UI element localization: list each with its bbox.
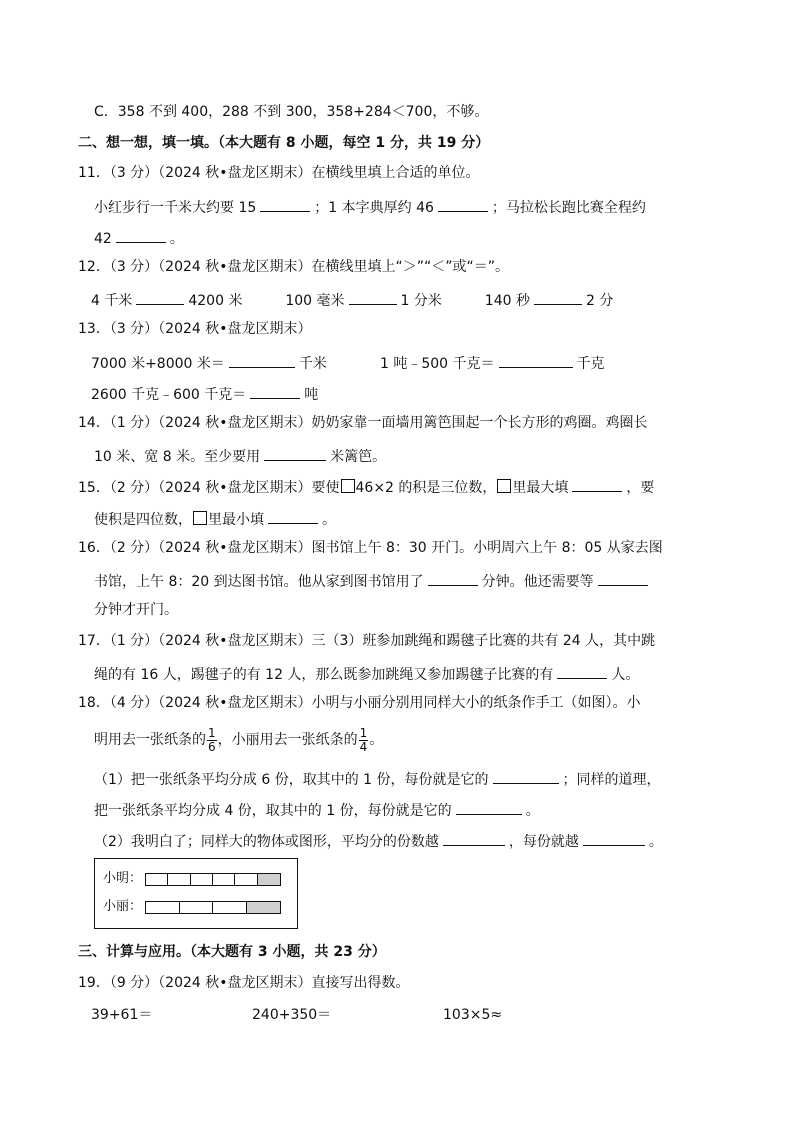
q19-heading: 19．（9 分）（2024 秋•盘龙区期末）直接写出得数。: [78, 975, 410, 991]
q15-text: 里最大填: [512, 480, 569, 496]
answer-blank[interactable]: [136, 288, 184, 305]
q13-item-a: [91, 351, 327, 374]
q12-heading: 12．（3 分）（2024 秋•盘龙区期末）在横线里填上“＞”“＜”或“＝”。: [78, 259, 510, 275]
answer-blank[interactable]: [443, 829, 505, 846]
q18-text: 。: [525, 803, 540, 819]
q16-line-1: 16．（2 分）（2024 秋•盘龙区期末）图书馆上午 8：30 开门。小明周六上午 8：05 从家去图: [78, 540, 663, 556]
answer-blank[interactable]: [116, 226, 166, 243]
box-placeholder: [193, 511, 207, 525]
q18-line-1: 18．（4 分）（2024 秋•盘龙区期末）小明与小丽分别用同样大小的纸条作手工（如图）。小: [78, 695, 641, 711]
strip-segment-shaded: [247, 902, 281, 913]
answer-blank[interactable]: [349, 288, 397, 305]
q18-part-1-line-1: [94, 767, 661, 790]
strip-segment: [146, 874, 168, 885]
q12-text: 100 毫米: [285, 293, 345, 309]
q11-line-2: [94, 226, 184, 249]
q17-line-1: 17．（1 分）（2024 秋•盘龙区期末）三（3）班参加跳绳和踢毽子比赛的共有 24 人，其中跳: [78, 633, 656, 649]
q17-line-2: [94, 662, 639, 685]
q18-text: ，小丽用去一张纸条的: [217, 732, 358, 748]
box-placeholder: [341, 479, 355, 493]
q15-line-1: [78, 475, 654, 498]
q13-item-b: [380, 351, 605, 374]
q16-text: 分钟。他还需要等: [481, 574, 594, 590]
q15-text: 使积是四位数，: [94, 512, 192, 528]
q13-text: 2600 千克﹣600 千克＝: [91, 387, 247, 403]
q19-expr-2: 240+350＝: [252, 1007, 332, 1023]
q15-text: 里最小填: [208, 512, 264, 528]
q13-text: 7000 米+8000 米＝: [91, 356, 225, 372]
strip-segment: [168, 874, 190, 885]
answer-blank[interactable]: [456, 798, 522, 815]
q16-line-2: [94, 569, 652, 592]
answer-blank[interactable]: [264, 444, 326, 461]
q18-text: ；同样的道理，: [562, 772, 661, 788]
strip-xiaoli: [145, 901, 281, 914]
q11-heading: 11．（3 分）（2024 秋•盘龙区期末）在横线里填上合适的单位。: [78, 165, 480, 181]
strip-segment: [213, 874, 235, 885]
strip-label-xiaoli: 小丽：: [103, 899, 143, 914]
answer-blank[interactable]: [493, 767, 559, 784]
answer-blank[interactable]: [557, 662, 607, 679]
strip-segment: [180, 902, 214, 913]
q11-text: ；马拉松长跑比赛全程约: [491, 200, 646, 216]
fraction-denominator: 4: [359, 739, 368, 754]
answer-blank[interactable]: [268, 507, 318, 524]
q16-text: 书馆，上午 8：20 到达图书馆。他从家到图书馆用了: [94, 574, 424, 590]
q18-text: （2）我明白了；同样大的物体或图形，平均分的份数越: [94, 834, 439, 850]
paper-strip-figure: [94, 858, 298, 929]
strip-xiaoming: [145, 873, 281, 886]
q12-text: 4200 米: [188, 293, 243, 309]
q11-line-1: [94, 195, 646, 218]
q17-text: 人。: [611, 667, 640, 683]
section-2-title: 二、想一想，填一填。（本大题有 8 小题，每空 1 分，共 19 分）: [78, 135, 490, 151]
q18-text: 明用去一张纸条的: [94, 732, 206, 748]
q18-part-2: [94, 829, 663, 852]
q12-text: 2 分: [585, 293, 614, 309]
answer-blank[interactable]: [250, 382, 300, 399]
q12-text: 4 千米: [91, 293, 133, 309]
strip-segment: [191, 874, 213, 885]
q18-text: 。: [648, 834, 663, 850]
strip-segment: [146, 902, 180, 913]
q15-text: ，要: [626, 480, 655, 496]
fraction-one-quarter: [359, 727, 369, 754]
q13-text: 千米: [298, 356, 327, 372]
fraction-denominator: 6: [208, 739, 216, 754]
section-3-title: 三、计算与应用。（本大题有 3 小题，共 23 分）: [78, 944, 386, 960]
q11-text: 42: [94, 231, 112, 247]
q13-item-c: [91, 382, 318, 405]
q14-text: 米篱笆。: [330, 449, 387, 465]
q12-items: [91, 288, 613, 311]
q11-text: ；1 本字典厚约 46: [314, 200, 434, 216]
answer-blank[interactable]: [499, 351, 573, 368]
answer-blank[interactable]: [260, 195, 310, 212]
strip-segment-shaded: [258, 874, 280, 885]
answer-blank[interactable]: [534, 288, 582, 305]
q19-expr-1: 39+61＝: [91, 1007, 153, 1023]
fraction-numerator: 1: [208, 725, 216, 740]
box-placeholder: [497, 479, 511, 493]
q15-text: 46×2 的积是三位数，: [355, 480, 497, 496]
answer-blank[interactable]: [572, 475, 622, 492]
answer-blank[interactable]: [583, 829, 645, 846]
q13-text: 1 吨﹣500 千克＝: [380, 356, 495, 372]
q16-line-3: 分钟才开门。: [94, 602, 178, 618]
q15-text: 15．（2 分）（2024 秋•盘龙区期末）要使: [78, 480, 340, 496]
q11-text: 。: [169, 231, 184, 247]
q18-text: 把一张纸条平均分成 4 份，取其中的 1 份，每份就是它的: [94, 803, 452, 819]
q12-text: 1 分米: [400, 293, 442, 309]
q15-text: 。: [322, 512, 336, 528]
q15-line-2: [94, 507, 336, 530]
answer-blank[interactable]: [229, 351, 295, 368]
option-c-line: C．358 不到 400，288 不到 300，358+284＜700，不够。: [94, 104, 489, 120]
q18-text: ，每份就越: [508, 834, 579, 850]
answer-blank[interactable]: [438, 195, 488, 212]
answer-blank[interactable]: [598, 569, 648, 586]
strip-segment: [235, 874, 257, 885]
q14-text: 10 米、宽 8 米。至少要用: [94, 449, 261, 465]
fraction-one-sixth: [207, 727, 217, 754]
q13-text: 吨: [304, 387, 319, 403]
q18-part-1-line-2: [94, 798, 540, 821]
q18-text: （1）把一张纸条平均分成 6 份，取其中的 1 份，每份就是它的: [94, 772, 489, 788]
q12-text: 140 秒: [484, 293, 530, 309]
q18-text: 。: [369, 732, 384, 748]
fraction-numerator: 1: [359, 725, 368, 740]
q17-text: 绳的有 16 人，踢毽子的有 12 人，那么既参加跳绳又参加踢毽子比赛的有: [94, 667, 554, 683]
strip-label-xiaoming: 小明：: [103, 871, 143, 886]
q14-line-2: [94, 444, 386, 467]
q13-heading: 13．（3 分）（2024 秋•盘龙区期末）: [78, 321, 312, 337]
q13-text: 千克: [576, 356, 605, 372]
q19-expr-3: 103×5≈: [443, 1007, 503, 1023]
q18-line-2: [94, 724, 383, 756]
q14-line-1: 14．（1 分）（2024 秋•盘龙区期末）奶奶家靠一面墙用篱笆围起一个长方形的鸡圈。鸡圈长: [78, 415, 648, 431]
q11-text: 小红步行一千米大约要 15: [94, 200, 257, 216]
strip-segment: [213, 902, 247, 913]
answer-blank[interactable]: [428, 569, 478, 586]
